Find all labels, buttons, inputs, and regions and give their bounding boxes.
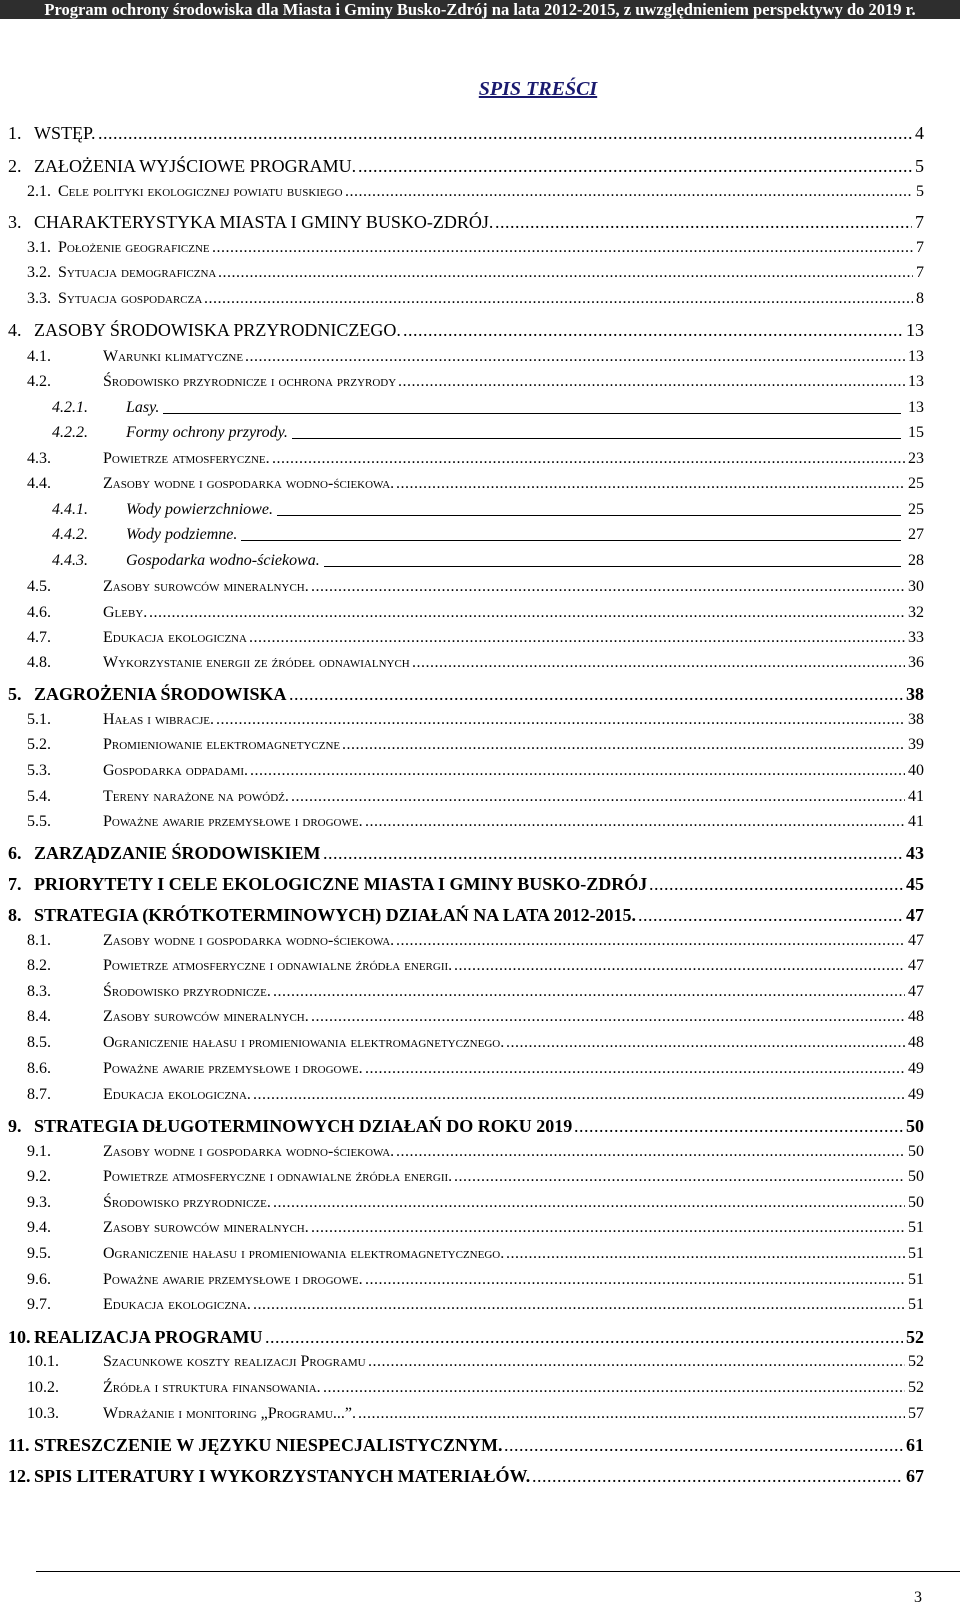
toc-leader-dots xyxy=(358,1403,905,1425)
toc-leader-dots xyxy=(368,1351,905,1373)
toc-leader-dots xyxy=(454,1166,905,1188)
toc-entry-page: 5 xyxy=(915,156,924,176)
toc-entry[interactable] xyxy=(0,1166,924,1188)
toc-entry-number: 4.7. xyxy=(27,629,51,646)
toc-leader-dots xyxy=(358,155,912,177)
toc-entry-label: STRESZCZENIE W JĘZYKU NIESPECJALISTYCZNYM. xyxy=(34,1435,503,1455)
toc-entry-number: 8.1. xyxy=(27,932,51,949)
toc-leader-dots xyxy=(345,181,913,203)
toc-entry-label: Poważne awarie przemysłowe i drogowe. xyxy=(103,1271,363,1288)
toc-leader-dots xyxy=(311,576,905,598)
footer-divider xyxy=(36,1571,960,1572)
toc-entry-page: 33 xyxy=(908,629,924,646)
toc-leader-dots xyxy=(272,448,905,470)
toc-entry[interactable] xyxy=(0,627,924,649)
toc-leader-dots xyxy=(204,288,913,310)
toc-entry-number: 12. xyxy=(8,1466,31,1486)
toc-leader-line xyxy=(241,540,901,541)
toc-entry[interactable] xyxy=(0,1115,924,1137)
toc-entry-number: 5.4. xyxy=(27,788,51,805)
toc-entry-page: 28 xyxy=(908,552,924,569)
toc-leader-dots xyxy=(365,1058,905,1080)
toc-entry-page: 38 xyxy=(906,684,924,704)
toc-entry-label: ZAGROŻENIA ŚRODOWISKA xyxy=(34,684,287,704)
toc-entry-number: 8.2. xyxy=(27,957,51,974)
toc-entry-page: 51 xyxy=(908,1245,924,1262)
toc-entry-label: Powietrze atmosferyczne. xyxy=(103,450,270,467)
toc-entry[interactable] xyxy=(0,422,924,444)
toc-entry-number: 1. xyxy=(8,123,22,143)
toc-entry-page: 57 xyxy=(908,1405,924,1422)
toc-entry-label: Cele polityki ekologicznej powiatu buskiego xyxy=(58,183,343,200)
toc-entry[interactable] xyxy=(0,760,924,782)
toc-entry-page: 52 xyxy=(908,1353,924,1370)
toc-entry-number: 5.2. xyxy=(27,736,51,753)
toc-entry[interactable] xyxy=(0,155,924,177)
toc-entry-number: 5. xyxy=(8,684,22,704)
toc-entry-number: 8.4. xyxy=(27,1008,51,1025)
toc-entry-page: 50 xyxy=(908,1143,924,1160)
toc-entry-page: 25 xyxy=(908,501,924,518)
toc-entry-number: 8.6. xyxy=(27,1060,51,1077)
toc-entry-number: 4.4.1. xyxy=(52,501,88,518)
toc-entry-label: Źródła i struktura finansowania. xyxy=(103,1379,321,1396)
toc-entry-number: 2. xyxy=(8,156,22,176)
toc-entry-page: 27 xyxy=(908,526,924,543)
toc-entry[interactable] xyxy=(0,237,924,259)
toc-leader-dots xyxy=(396,1141,905,1163)
toc-leader-dots xyxy=(249,627,905,649)
toc-entry-label: Wykorzystanie energii ze źródeł odnawialnych xyxy=(103,654,410,671)
toc-entry-number: 9.5. xyxy=(27,1245,51,1262)
toc-leader-dots xyxy=(365,1269,905,1291)
toc-entry-number: 10. xyxy=(8,1327,31,1347)
toc-leader-dots xyxy=(273,981,905,1003)
toc-entry-page: 51 xyxy=(908,1219,924,1236)
toc-leader-dots xyxy=(149,602,905,624)
toc-title: SPIS TREŚCI xyxy=(478,78,598,100)
toc-entry-label: STRATEGIA (KRÓTKOTERMINOWYCH) DZIAŁAŃ NA LATA 2012-2015. xyxy=(34,905,637,925)
toc-leader-dots xyxy=(291,786,905,808)
toc-entry-label: Zasoby wodne i gospodarka wodno-ściekowa. xyxy=(103,475,395,492)
toc-leader-dots xyxy=(273,1192,905,1214)
toc-entry-label: Edukacja ekologiczna. xyxy=(103,1296,251,1313)
toc-leader-dots xyxy=(323,1377,905,1399)
toc-entry-number: 9.4. xyxy=(27,1219,51,1236)
toc-entry[interactable] xyxy=(0,1465,924,1487)
toc-entry-page: 61 xyxy=(906,1435,924,1455)
toc-entry-page: 23 xyxy=(908,450,924,467)
toc-entry-page: 50 xyxy=(908,1168,924,1185)
toc-entry-number: 4.2.1. xyxy=(52,399,88,416)
toc-entry[interactable] xyxy=(0,811,924,833)
toc-entry-number: 6. xyxy=(8,843,22,863)
toc-entry[interactable] xyxy=(0,1294,924,1316)
toc-entry-number: 2.1. xyxy=(27,183,51,200)
toc-leader-dots xyxy=(311,1006,905,1028)
toc-entry[interactable] xyxy=(0,524,924,546)
toc-leader-dots xyxy=(396,473,905,495)
toc-entry[interactable] xyxy=(0,1434,924,1456)
toc-entry-label: Ograniczenie hałasu i promieniowania elektromagnetycznego. xyxy=(103,1034,505,1051)
toc-entry[interactable] xyxy=(0,1243,924,1265)
toc-entry-label: Zasoby wodne i gospodarka wodno-ściekowa. xyxy=(103,1143,395,1160)
toc-entry-page: 52 xyxy=(908,1379,924,1396)
toc-entry-page: 48 xyxy=(908,1008,924,1025)
toc-leader-dots xyxy=(212,237,913,259)
toc-entry-label: CHARAKTERYSTYKA MIASTA I GMINY BUSKO-ZDRÓJ. xyxy=(34,212,494,232)
toc-leader-dots xyxy=(216,709,905,731)
toc-entry-label: Zasoby surowców mineralnych. xyxy=(103,1008,309,1025)
toc-leader-dots xyxy=(253,1084,905,1106)
toc-entry-page: 47 xyxy=(908,957,924,974)
toc-entry[interactable] xyxy=(0,842,924,864)
toc-entry-number: 4.8. xyxy=(27,654,51,671)
toc-leader-dots xyxy=(323,842,903,864)
toc-entry[interactable] xyxy=(0,1217,924,1239)
toc-entry-number: 10.2. xyxy=(27,1379,59,1396)
toc-entry[interactable] xyxy=(0,904,924,926)
toc-leader-dots xyxy=(398,371,905,393)
toc-entry-label: Promieniowanie elektromagnetyczne xyxy=(103,736,341,753)
toc-entry[interactable] xyxy=(0,1326,924,1348)
toc-entry-label: Poważne awarie przemysłowe i drogowe. xyxy=(103,1060,363,1077)
toc-leader-dots xyxy=(412,652,905,674)
toc-entry-number: 8. xyxy=(8,905,22,925)
toc-entry[interactable] xyxy=(0,319,924,341)
toc-entry[interactable] xyxy=(0,652,924,674)
toc-entry-number: 9.6. xyxy=(27,1271,51,1288)
toc-entry-page: 41 xyxy=(908,813,924,830)
toc-entry-number: 4.2. xyxy=(27,373,51,390)
toc-entry-page: 48 xyxy=(908,1034,924,1051)
toc-entry-number: 3.3. xyxy=(27,290,51,307)
toc-entry-number: 4. xyxy=(8,320,22,340)
toc-entry-page: 52 xyxy=(906,1327,924,1347)
toc-leader-dots xyxy=(504,1434,903,1456)
toc-leader-dots xyxy=(265,1326,903,1348)
toc-entry[interactable] xyxy=(0,1269,924,1291)
toc-leader-line xyxy=(277,515,901,516)
toc-leader-dots xyxy=(342,734,905,756)
toc-entry[interactable] xyxy=(0,448,924,470)
toc-entry-page: 50 xyxy=(908,1194,924,1211)
toc-entry-label: WSTĘP. xyxy=(34,123,96,143)
toc-leader-dots xyxy=(253,1294,905,1316)
toc-entry-number: 8.3. xyxy=(27,983,51,1000)
toc-entry[interactable] xyxy=(0,550,924,572)
toc-entry[interactable] xyxy=(0,122,924,144)
toc-entry-page: 51 xyxy=(908,1271,924,1288)
toc-entry-page: 8 xyxy=(916,290,924,307)
toc-entry[interactable] xyxy=(0,1351,924,1373)
toc-entry-page: 25 xyxy=(908,475,924,492)
toc-entry-label: Gleby. xyxy=(103,604,148,621)
toc-entry-page: 40 xyxy=(908,762,924,779)
toc-entry-page: 45 xyxy=(906,874,924,894)
toc-leader-dots xyxy=(532,1465,903,1487)
toc-entry-number: 4.2.2. xyxy=(52,424,88,441)
toc-entry-number: 4.5. xyxy=(27,578,51,595)
toc-entry-number: 4.4.3. xyxy=(52,552,88,569)
toc-entry-number: 8.7. xyxy=(27,1086,51,1103)
toc-entry[interactable] xyxy=(0,709,924,731)
toc-entry-page: 13 xyxy=(906,320,924,340)
toc-entry-number: 9.1. xyxy=(27,1143,51,1160)
toc-entry-number: 5.1. xyxy=(27,711,51,728)
toc-leader-dots xyxy=(506,1032,905,1054)
toc-entry[interactable] xyxy=(0,981,924,1003)
toc-entry[interactable] xyxy=(0,1141,924,1163)
toc-entry-label: Warunki klimatyczne xyxy=(103,348,244,365)
toc-entry[interactable] xyxy=(0,346,924,368)
toc-entry-label: Edukacja ekologiczna xyxy=(103,629,247,646)
toc-entry-page: 30 xyxy=(908,578,924,595)
toc-entry-label: PRIORYTETY I CELE EKOLOGICZNE MIASTA I GMINY BUSKO-ZDRÓJ xyxy=(34,874,648,894)
toc-entry-label: Wody powierzchniowe. xyxy=(126,501,273,518)
toc-entry-number: 11. xyxy=(8,1435,30,1455)
toc-entry-page: 4 xyxy=(915,123,924,143)
toc-entry-label: ZAŁOŻENIA WYJŚCIOWE PROGRAMU. xyxy=(34,156,357,176)
toc-entry-page: 7 xyxy=(916,239,924,256)
toc-entry-page: 49 xyxy=(908,1060,924,1077)
toc-leader-dots xyxy=(574,1115,903,1137)
toc-entry-page: 13 xyxy=(908,399,924,416)
toc-entry[interactable] xyxy=(0,1032,924,1054)
toc-entry-label: STRATEGIA DŁUGOTERMINOWYCH DZIAŁAŃ DO ROKU 2019 xyxy=(34,1116,573,1136)
toc-entry-number: 10.1. xyxy=(27,1353,59,1370)
toc-entry-number: 4.4.2. xyxy=(52,526,88,543)
toc-leader-dots xyxy=(365,811,905,833)
toc-entry-label: SPIS LITERATURY I WYKORZYSTANYCH MATERIAŁÓW. xyxy=(34,1466,531,1486)
toc-entry-label: Sytuacja gospodarcza xyxy=(58,290,203,307)
toc-entry-number: 10.3. xyxy=(27,1405,59,1422)
toc-entry[interactable] xyxy=(0,211,924,233)
toc-leader-dots xyxy=(454,955,905,977)
toc-entry-label: Formy ochrony przyrody. xyxy=(126,424,288,441)
toc-entry-label: Gospodarka odpadami. xyxy=(103,762,249,779)
toc-leader-dots xyxy=(311,1217,905,1239)
toc-entry-page: 5 xyxy=(916,183,924,200)
toc-entry-label: Wody podziemne. xyxy=(126,526,238,543)
toc-entry-page: 7 xyxy=(915,212,924,232)
toc-entry-label: Powietrze atmosferyczne i odnawialne źródła energii. xyxy=(103,1168,453,1185)
toc-entry-page: 39 xyxy=(908,736,924,753)
toc-entry-page: 38 xyxy=(908,711,924,728)
toc-entry[interactable] xyxy=(0,576,924,598)
toc-leader-dots xyxy=(218,262,913,284)
toc-leader-dots xyxy=(245,346,905,368)
toc-entry[interactable] xyxy=(0,734,924,756)
toc-entry-label: Ograniczenie hałasu i promieniowania elektromagnetycznego. xyxy=(103,1245,505,1262)
toc-entry[interactable] xyxy=(0,473,924,495)
toc-leader-line xyxy=(324,566,901,567)
toc-entry-number: 8.5. xyxy=(27,1034,51,1051)
toc-entry-page: 32 xyxy=(908,604,924,621)
toc-leader-dots xyxy=(396,930,905,952)
toc-entry[interactable] xyxy=(0,955,924,977)
toc-leader-dots xyxy=(403,319,903,341)
toc-entry-page: 47 xyxy=(906,905,924,925)
toc-entry-label: Środowisko przyrodnicze. xyxy=(103,1194,271,1211)
toc-entry-label: REALIZACJA PROGRAMU xyxy=(34,1327,263,1347)
toc-entry[interactable] xyxy=(0,181,924,203)
toc-entry-number: 7. xyxy=(8,874,22,894)
toc-entry[interactable] xyxy=(0,683,924,705)
toc-entry[interactable] xyxy=(0,1192,924,1214)
toc-leader-dots xyxy=(506,1243,905,1265)
toc-entry-label: Środowisko przyrodnicze i ochrona przyrody xyxy=(103,373,397,390)
toc-entry-label: Położenie geograficzne xyxy=(58,239,210,256)
toc-entry-page: 43 xyxy=(906,843,924,863)
toc-entry[interactable] xyxy=(0,1058,924,1080)
toc-entry[interactable] xyxy=(0,602,924,624)
toc-entry-page: 13 xyxy=(908,348,924,365)
toc-entry-label: Edukacja ekologiczna. xyxy=(103,1086,251,1103)
page-number: 3 xyxy=(914,1589,922,1606)
toc-entry-number: 3.1. xyxy=(27,239,51,256)
toc-entry[interactable] xyxy=(0,499,924,521)
toc-entry[interactable] xyxy=(0,1006,924,1028)
toc-entry-number: 4.1. xyxy=(27,348,51,365)
toc-entry-number: 3. xyxy=(8,212,22,232)
toc-leader-dots xyxy=(495,211,912,233)
toc-entry-label: Środowisko przyrodnicze. xyxy=(103,983,271,1000)
toc-entry[interactable] xyxy=(0,288,924,310)
toc-entry-label: Zasoby surowców mineralnych. xyxy=(103,578,309,595)
toc-entry-page: 41 xyxy=(908,788,924,805)
toc-leader-line xyxy=(163,413,901,414)
toc-entry-number: 9. xyxy=(8,1116,22,1136)
toc-entry-label: Hałas i wibracje. xyxy=(103,711,214,728)
toc-entry-label: Wdrażanie i monitoring „Programu...”. xyxy=(103,1405,356,1422)
toc-entry-label: Tereny narażone na powódź. xyxy=(103,788,289,805)
toc-entry-label: Zasoby wodne i gospodarka wodno-ściekowa. xyxy=(103,932,395,949)
toc-entry-page: 47 xyxy=(908,983,924,1000)
toc-entry[interactable] xyxy=(0,371,924,393)
toc-leader-dots xyxy=(649,873,903,895)
toc-entry-number: 5.3. xyxy=(27,762,51,779)
toc-entry[interactable] xyxy=(0,1377,924,1399)
toc-entry-page: 36 xyxy=(908,654,924,671)
toc-entry-number: 9.3. xyxy=(27,1194,51,1211)
toc-leader-line xyxy=(292,438,901,439)
toc-entry[interactable] xyxy=(0,786,924,808)
toc-entry-page: 67 xyxy=(906,1466,924,1486)
toc-entry-page: 7 xyxy=(916,264,924,281)
toc-entry-label: Szacunkowe koszty realizacji Programu xyxy=(103,1353,366,1370)
toc-entry[interactable] xyxy=(0,873,924,895)
toc-leader-dots xyxy=(289,683,903,705)
toc-entry-label: Sytuacja demograficzna xyxy=(58,264,217,281)
toc-entry-label: Zasoby surowców mineralnych. xyxy=(103,1219,309,1236)
toc-entry-page: 13 xyxy=(908,373,924,390)
toc-entry-number: 9.2. xyxy=(27,1168,51,1185)
toc-entry-label: Gospodarka wodno-ściekowa. xyxy=(126,552,320,569)
toc-entry-label: Poważne awarie przemysłowe i drogowe. xyxy=(103,813,363,830)
toc-entry-page: 50 xyxy=(906,1116,924,1136)
toc-entry[interactable] xyxy=(0,1084,924,1106)
toc-leader-dots xyxy=(98,122,912,144)
toc-entry-page: 51 xyxy=(908,1296,924,1313)
toc-entry[interactable] xyxy=(0,1403,924,1425)
toc-leader-dots xyxy=(250,760,905,782)
toc-entry-label: ZASOBY ŚRODOWISKA PRZYRODNICZEGO. xyxy=(34,320,401,340)
toc-entry-number: 5.5. xyxy=(27,813,51,830)
document-header: Program ochrony środowiska dla Miasta i Gminy Busko-Zdrój na lata 2012-2015, z uwzględnieniem perspektywy do 2019 r. xyxy=(0,0,960,19)
toc-entry-label: Powietrze atmosferyczne i odnawialne źródła energii. xyxy=(103,957,453,974)
toc-entry-number: 4.4. xyxy=(27,475,51,492)
toc-entry[interactable] xyxy=(0,262,924,284)
toc-leader-dots xyxy=(638,904,903,926)
toc-entry-number: 9.7. xyxy=(27,1296,51,1313)
toc-entry-page: 47 xyxy=(908,932,924,949)
toc-entry-label: ZARZĄDZANIE ŚRODOWISKIEM xyxy=(34,843,321,863)
toc-entry-page: 49 xyxy=(908,1086,924,1103)
toc-entry[interactable] xyxy=(0,397,924,419)
toc-entry-number: 4.6. xyxy=(27,604,51,621)
toc-entry-label: Lasy. xyxy=(126,399,160,416)
toc-entry-page: 15 xyxy=(908,424,924,441)
toc-entry-number: 3.2. xyxy=(27,264,51,281)
toc-entry[interactable] xyxy=(0,930,924,952)
toc-entry-number: 4.3. xyxy=(27,450,51,467)
